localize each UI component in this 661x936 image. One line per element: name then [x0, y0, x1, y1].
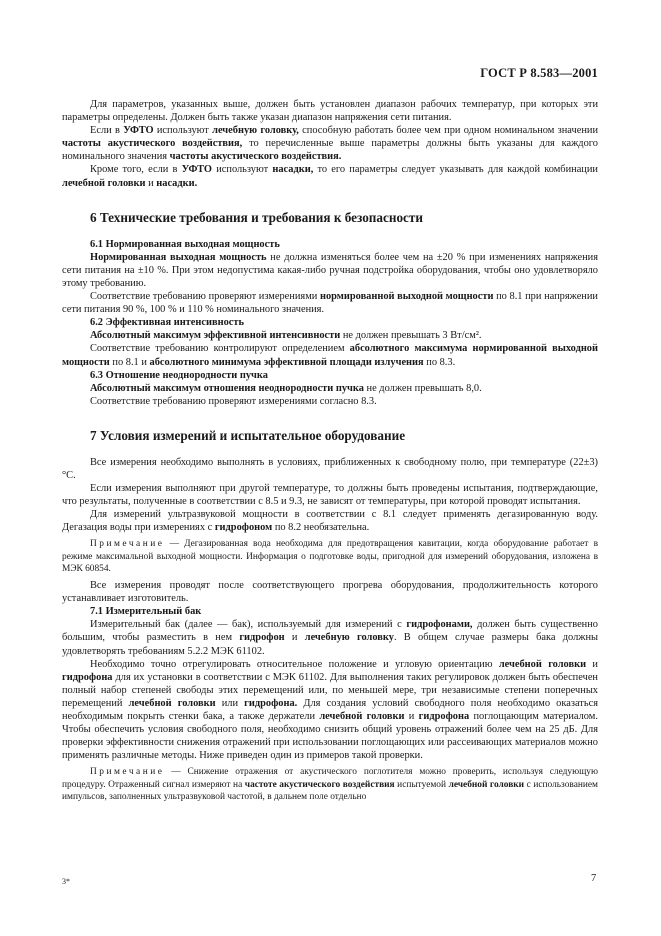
paragraph: Если в УФТО используют лечебную головку, способную работать более чем при одном номинальном значении частоты акустического воздействия, то перечисленные выше параметры должны быть указаны для каждого номинального значения частоты акустического воздействия. — [62, 125, 599, 163]
section-heading-6: 6 Технические требования и требования к безопасности — [90, 209, 423, 225]
note-label: Примечание — [90, 539, 165, 550]
paragraph: Соответствие требованию проверяют измерениями согласно 8.3. — [90, 395, 377, 407]
subsection-heading-6-2: 6.2 Эффективная интенсивность — [90, 317, 244, 329]
paragraph: Необходимо точно отрегулировать относительное положение и угловую ориентацию лечебной головки и гидрофона для их установки в соответствии с МЭК 61102. Для выполнения таких регулировок должен быть обеспечен полный набор степеней свободы этих перемещений или, по меньшей мере, три независимые степени поперечных перемещений лечебной головки или гидрофона. Для создания условий свободного поля необходимо оказаться необходимым покрыть стенки бака, а также держатели лечебной головки и гидрофона поглощающим материалом. Чтобы обеспечить условия свободного поля, необходимо снизить общий уровень отражений более чем на 25 дБ. Для проверки эффективности снижения отражений при использовании поглощающих или рассеивающих материалов можно применять различные методы. Ниже приведен один из примеров такой проверки. — [62, 658, 598, 762]
note-text: — Дегазированная вода необходима для предотвращения кавитации, когда оборудование работает в режиме максимальной выходной мощности. Информация о подготовке воды, пригодной для измерений оборудования, изложена в МЭК 60854. — [62, 539, 598, 574]
standard-header: ГОСТ Р 8.583—2001 — [480, 66, 598, 80]
document-body — [62, 98, 598, 803]
paragraph: Измерительный бак (далее — бак), используемый для измерений с гидрофонами, должен быть существенно большим, чтобы разместить в нем гидрофон и лечебную головку. В общем случае размеры бака должны удовлетворять требованиям 5.2.2 МЭК 61102. — [62, 619, 598, 657]
subsection-heading-7-1: 7.1 Измерительный бак — [90, 606, 202, 618]
paragraph: Для измерений ультразвуковой мощности в соответствии с 8.1 следует применять дегазированную воду. Дегазация воды при измерениях с гидрофоном по 8.2 необязательна. — [62, 509, 598, 534]
note-label: Примечание — [90, 767, 165, 778]
paragraph: Кроме того, если в УФТО используют насадки, то его параметры следует указывать для каждой комбинации лечебной головки и насадки. — [62, 164, 598, 189]
paragraph: Абсолютный максимум отношения неоднородности пучка не должен превышать 8,0. — [90, 382, 482, 394]
subsection-heading-6-3: 6.3 Отношение неоднородности пучка — [90, 369, 268, 381]
note — [62, 538, 598, 575]
paragraph: Все измерения проводят после соответствующего прогрева оборудования, продолжительность которого устанавливает изготовитель. — [62, 580, 598, 605]
page-number: 7 — [591, 873, 597, 884]
note-text: — Снижение отражения от акустического поглотителя можно проверить, используя следующую процедуру. Отраженный сигнал измеряют на частоте акустического воздействия испытуемой лечебной головки с использованием импульсов, заполненных ультразвуковой частотой, в дальнем поле отдельно — [62, 767, 598, 802]
subsection-heading-6-1: 6.1 Нормированная выходная мощность — [90, 238, 280, 250]
paragraph: Соответствие требованию контролируют определением абсолютного максимума нормированной выходной мощности по 8.1 и абсолютного минимума эффективной площади излучения по 8.3. — [62, 343, 598, 368]
section-heading-7: 7 Условия измерений и испытательное оборудование — [90, 427, 406, 443]
paragraph: Абсолютный максимум эффективной интенсивности не должен превышать 3 Вт/см². — [90, 330, 482, 342]
paragraph: Все измерения необходимо выполнять в условиях, приближенных к свободному полю, при температуре (22±3) °С. — [62, 456, 598, 481]
note — [62, 766, 598, 803]
paragraph: Нормированная выходная мощность не должна изменяться более чем на ±20 % при изменениях напряжения сети питания на ±10 %. При этом недопустима какая-либо ручная подстройка оборудования, чтобы оно удовлетворяло этому требованию. — [62, 251, 598, 289]
paragraph: Соответствие требованию проверяют измерениями нормированной выходной мощности по 8.1 при напряжении сети питания 90 %, 100 % и 110 % номинального значения. — [62, 291, 598, 316]
paragraph: Для параметров, указанных выше, должен быть установлен диапазон рабочих температур, при которых эти параметры определены. Должен быть также указан диапазон напряжения сети питания. — [62, 99, 598, 124]
paragraph: Если измерения выполняют при другой температуре, то должны быть проведены испытания, подтверждающие, что результаты, полученные в соответствии с 8.5 и 9.3, не зависят от температуры, при которой проводят испытания. — [62, 483, 598, 508]
sheet-mark: 3* — [62, 877, 70, 886]
